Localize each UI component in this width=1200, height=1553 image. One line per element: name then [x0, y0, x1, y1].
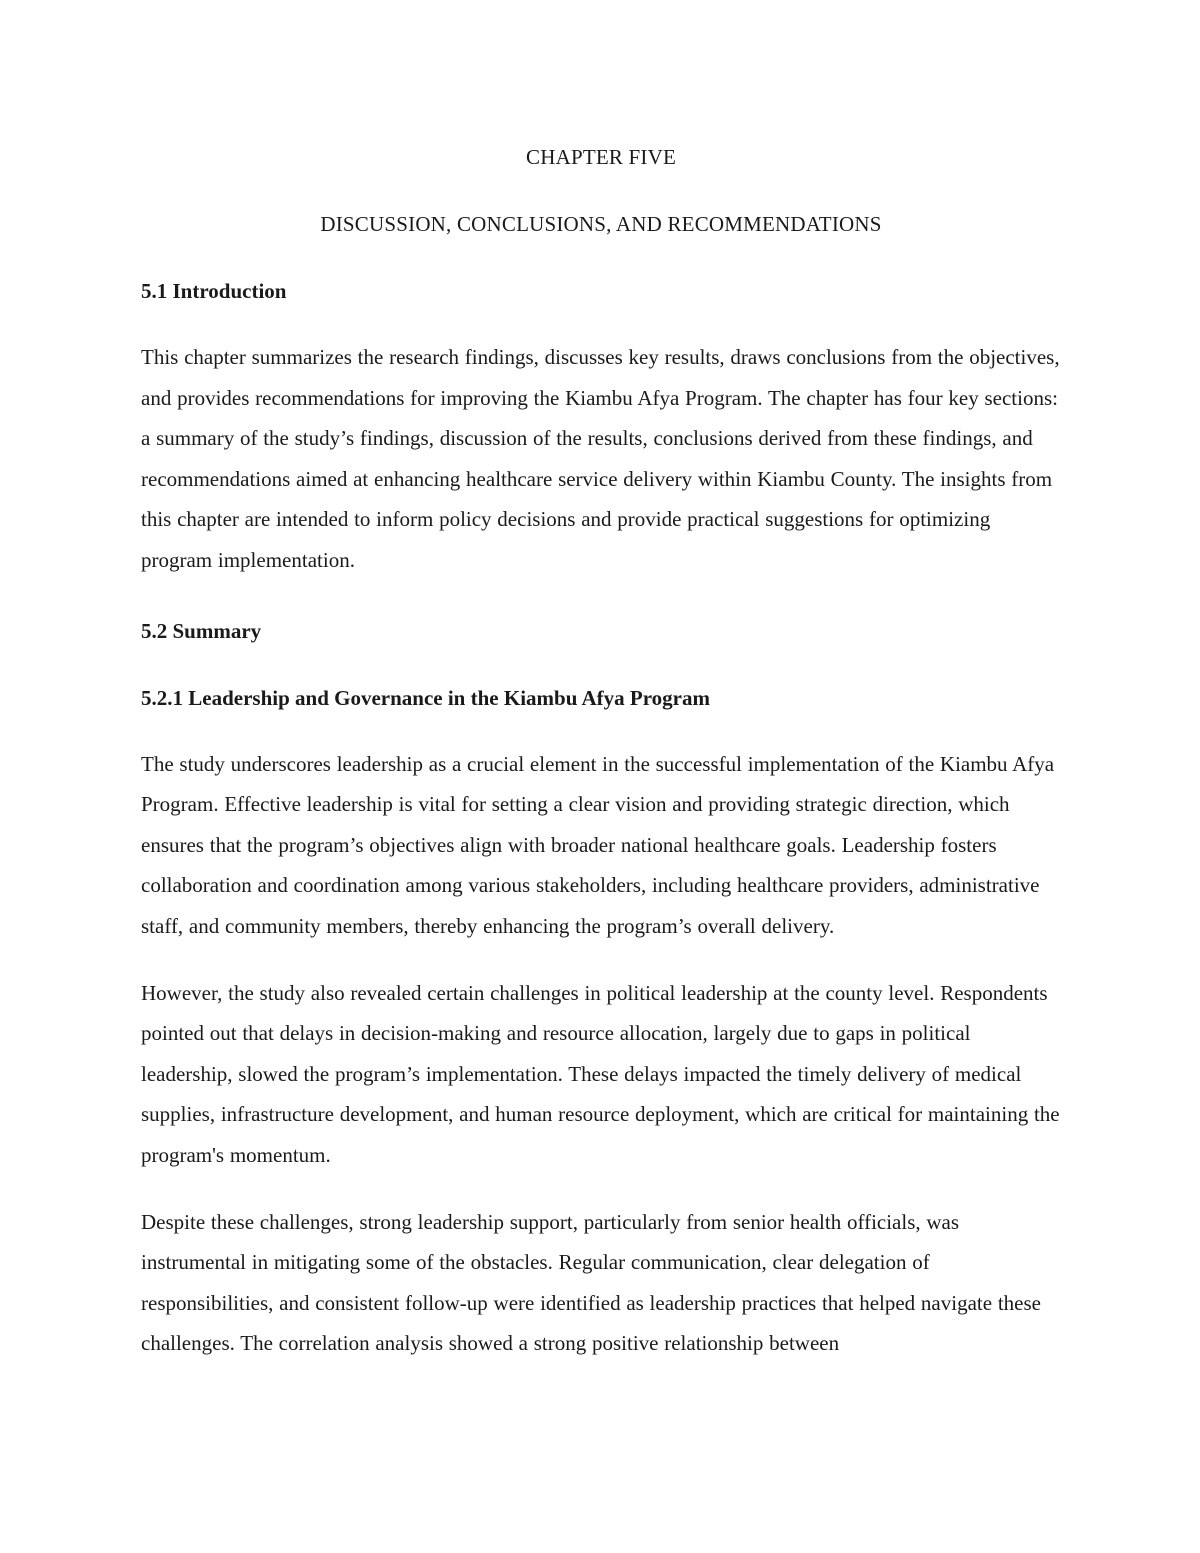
section-heading-leadership: 5.2.1 Leadership and Governance in the Kiambu Afya Program — [141, 685, 710, 710]
section-heading-introduction: 5.1 Introduction — [141, 279, 287, 303]
introduction-paragraph: This chapter summarizes the research findings, discusses key results, draws conclusions from the objectives, and provides recommendations for improving the Kiambu Afya Program. The chapter has four key sections: a summary of the study’s findings, discussion of the results, conclusions derived from these findings, and recommendations aimed at enhancing healthcare service delivery within Kiambu County. The insights from this chapter are intended to inform policy decisions and provide practical suggestions for optimizing program implementation. — [141, 345, 1060, 572]
section-heading-summary: 5.2 Summary — [141, 618, 262, 643]
leadership-paragraph-2: However, the study also revealed certain challenges in political leadership at the county level. Respondents pointed out that delays in decision-making and resource allocation, largely due to gaps in political leadership, slowed the program’s implementation. These delays impacted the timely delivery of medical supplies, infrastructure development, and human resource deployment, which are critical for maintaining the program's momentum. — [141, 980, 1060, 1167]
leadership-paragraph-1: The study underscores leadership as a crucial element in the successful implementation of the Kiambu Afya Program. Effective leadership is vital for setting a clear vision and providing strategic direction, which ensures that the program’s objectives align with broader national healthcare goals. Leadership fosters collaboration and coordination among various stakeholders, including healthcare providers, administrative staff, and community members, thereby enhancing the program’s overall delivery. — [141, 751, 1055, 938]
chapter-subtitle: DISCUSSION, CONCLUSIONS, AND RECOMMENDATIONS — [320, 212, 882, 236]
chapter-title: CHAPTER FIVE — [526, 145, 676, 169]
leadership-paragraph-3: Despite these challenges, strong leadership support, particularly from senior health officials, was instrumental in mitigating some of the obstacles. Regular communication, clear delegation of responsibilities, and consistent follow-up were identified as leadership practices that helped navigate these challenges. The correlation analysis showed a strong positive relationship between — [141, 1209, 1041, 1356]
page-content — [141, 140, 1061, 1364]
